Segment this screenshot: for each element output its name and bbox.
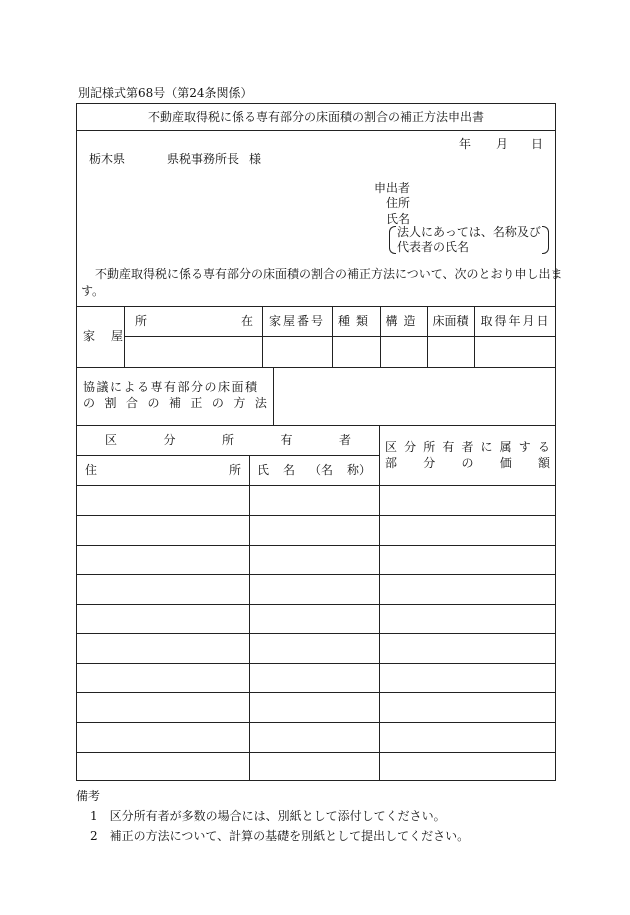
method-label-line1: 協議による専有部分の床面積	[83, 380, 259, 394]
col-acquisition-date: 取得年月日	[480, 314, 551, 328]
bracket-left	[389, 226, 396, 254]
addressee-office: 県税事務所長	[167, 152, 240, 166]
col-owner-value-line1: 区 分 所 有 者 に 属 す る	[385, 440, 550, 454]
col-location-char2: 在	[240, 314, 253, 328]
applicant-address-label: 住所	[386, 196, 411, 210]
col-location	[135, 314, 253, 328]
corp-note-line1: 法人にあっては、名称及び	[397, 225, 541, 239]
notes	[76, 786, 469, 846]
applicant-label: 申出者	[374, 181, 411, 195]
method-label-line2: の 割 合 の 補 正 の 方 法	[83, 396, 267, 410]
form-frame	[76, 103, 563, 781]
date-month-label: 月	[496, 137, 509, 151]
addressee-prefecture: 栃木県	[89, 152, 126, 166]
corp-note-line2: 代表者の氏名	[397, 240, 470, 254]
col-location-char1: 所	[135, 314, 148, 328]
bracket-right	[542, 226, 549, 254]
col-owner-name: 氏 名 （名 称）	[257, 463, 371, 477]
statement-line2: す。	[81, 284, 105, 298]
col-structure: 構造	[385, 314, 422, 328]
col-house-number: 家屋番号	[268, 314, 325, 328]
statement-line1: 不動産取得税に係る専有部分の床面積の割合の補正方法について、次のとおり申し出ま	[95, 267, 563, 281]
col-owner-address: 住 所	[85, 463, 241, 477]
applicant-name-label: 氏名	[386, 212, 411, 226]
date-day-label: 日	[531, 137, 544, 151]
owners-group-header: 区 分 所 有 者	[105, 433, 351, 447]
form-number: 別記様式第68号（第24条関係）	[78, 86, 253, 100]
col-owner-value-line2: 部 分 の 価 額	[385, 456, 550, 470]
col-type: 種類	[337, 314, 374, 328]
col-floor-area: 床面積	[432, 314, 469, 328]
notes-title: 備考	[76, 789, 101, 803]
addressee-honorific: 様	[249, 152, 262, 166]
house-row-label: 家 屋	[83, 329, 126, 343]
date-year-label: 年	[459, 137, 472, 151]
form-title: 不動産取得税に係る専有部分の床面積の割合の補正方法申出書	[147, 110, 484, 124]
note-item-2: 2 補正の方法について、計算の基礎を別紙として提出してください。	[90, 829, 470, 843]
note-item-1: 1 区分所有者が多数の場合には、別紙として添付してください。	[90, 809, 446, 823]
